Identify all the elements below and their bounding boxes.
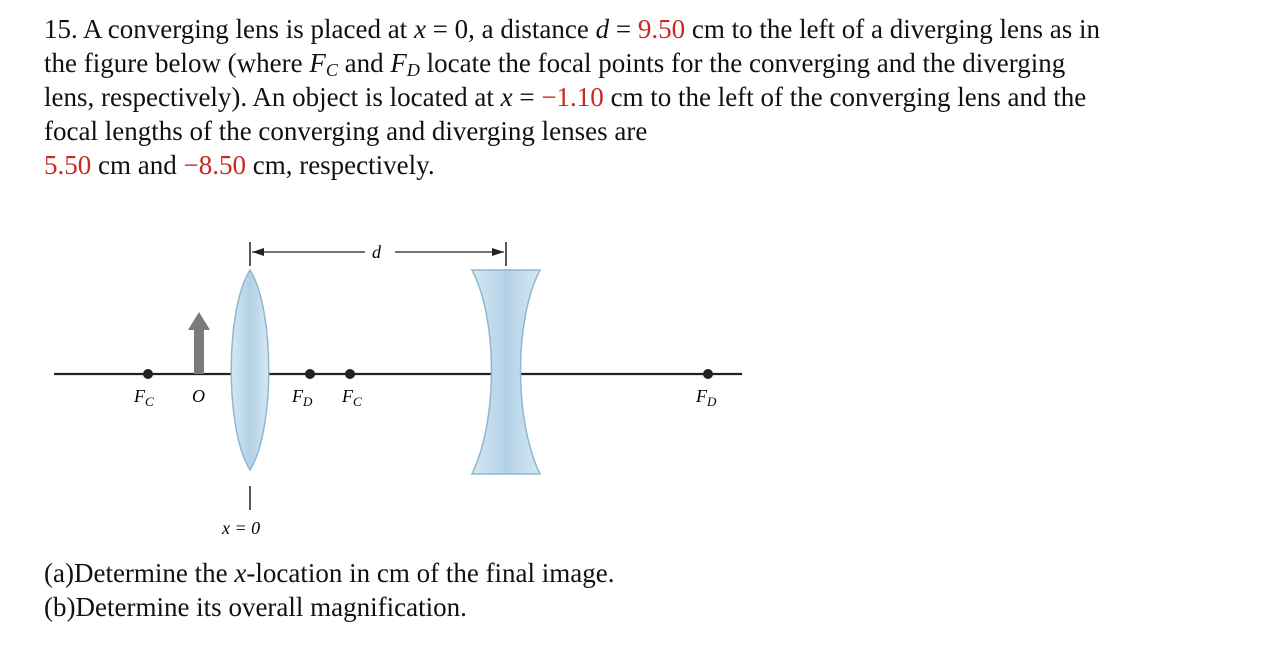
label-object-o: O xyxy=(192,386,205,406)
tspan: D xyxy=(707,394,717,409)
tspan: F xyxy=(696,386,707,406)
text: cm to the left of a diverging lens as in xyxy=(685,14,1100,44)
text: locate the focal points for the converging and the diverging xyxy=(419,48,1066,78)
text: lens, respectively). An object is located at xyxy=(44,82,501,112)
tspan: F xyxy=(292,386,303,406)
focal-point-fd-left xyxy=(305,369,315,379)
tspan: C xyxy=(353,394,362,409)
object-arrow-shaft xyxy=(194,328,204,374)
object-arrow-head xyxy=(188,312,210,330)
focal-diverging-value: −8.50 xyxy=(183,150,246,180)
text: cm and xyxy=(91,150,184,180)
text: A converging lens is placed at xyxy=(83,14,408,44)
questions xyxy=(44,556,615,624)
tspan: F xyxy=(342,386,353,406)
problem-line-5 xyxy=(44,148,1244,182)
text: x xyxy=(234,558,247,588)
text: = 0, a distance xyxy=(425,14,596,44)
d-arrow-right xyxy=(492,248,504,256)
question-a xyxy=(44,556,615,590)
diverging-lens xyxy=(472,270,540,474)
text: cm to the left of the converging lens and the xyxy=(603,82,1087,112)
fc-sub: C xyxy=(325,60,338,80)
text: (a)Determine the xyxy=(44,558,235,588)
text: = xyxy=(512,82,542,112)
tspan: C xyxy=(145,394,154,409)
problem-line-3 xyxy=(44,80,1244,114)
text: and xyxy=(337,48,391,78)
fc-letter: F xyxy=(309,48,326,78)
tspan: F xyxy=(134,386,145,406)
distance-d-dimension xyxy=(250,242,506,266)
focal-point-fd-right xyxy=(703,369,713,379)
lens-diagram xyxy=(50,230,750,550)
problem-line-2 xyxy=(44,46,1244,80)
fd-sub: D xyxy=(406,60,420,80)
text: = xyxy=(609,14,638,44)
fd-letter: F xyxy=(390,48,407,78)
x-zero-label: x = 0 xyxy=(222,518,261,538)
object-arrow xyxy=(188,312,210,374)
focal-point-fc-left xyxy=(143,369,153,379)
text: -location in cm of the final image. xyxy=(246,558,615,588)
text: the figure below (where xyxy=(44,48,310,78)
lens-figure xyxy=(50,230,750,555)
converging-lens xyxy=(231,270,269,470)
label-fd-left xyxy=(291,386,313,409)
question-b: (b)Determine its overall magnification. xyxy=(44,592,467,622)
d-label: d xyxy=(372,242,381,262)
focal-converging-value: 5.50 xyxy=(44,150,92,180)
problem-line-4: focal lengths of the converging and diverging lenses are xyxy=(44,116,648,146)
var-x: x xyxy=(413,14,426,44)
problem-statement xyxy=(44,12,1244,182)
var-d: d xyxy=(595,14,610,44)
distance-value: 9.50 xyxy=(637,14,686,44)
label-fd-right xyxy=(695,386,717,409)
focal-point-fc-right xyxy=(345,369,355,379)
tspan: D xyxy=(303,394,313,409)
object-position-value: −1.10 xyxy=(541,82,604,112)
var-x: x xyxy=(500,82,513,112)
text: cm, respectively. xyxy=(245,150,435,180)
label-fc-right xyxy=(341,386,362,409)
d-arrow-left xyxy=(252,248,264,256)
problem-line-1 xyxy=(44,12,1244,46)
label-fc-left xyxy=(133,386,154,409)
problem-number: 15. xyxy=(44,14,78,44)
